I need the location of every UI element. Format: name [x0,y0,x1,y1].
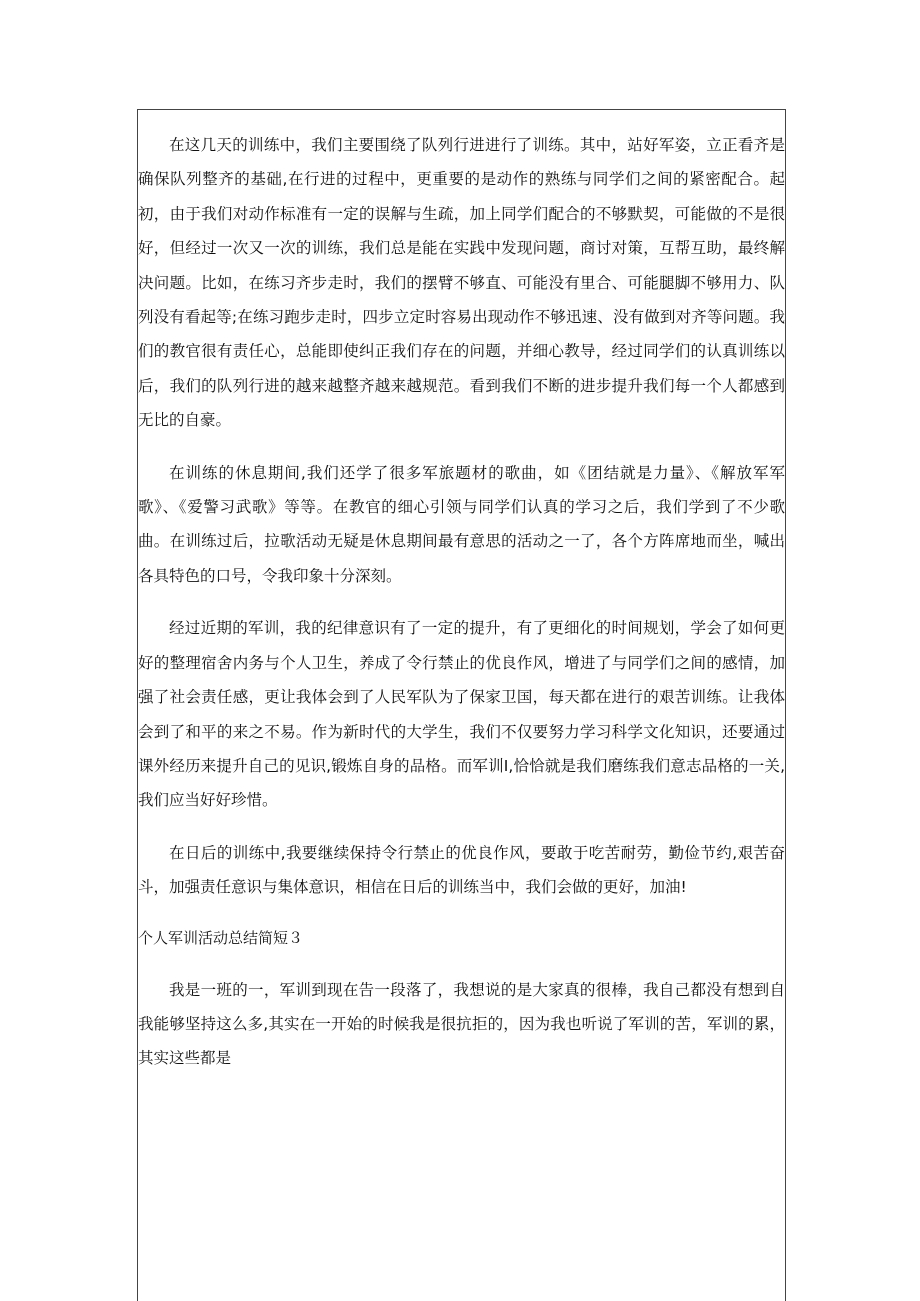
paragraph-training-formation: 在这几天的训练中，我们主要围绕了队列行进进行了训练。其中，站好军姿，立正看齐是确保队列整齐的基础,在行进的过程中，更重要的是动作的熟练与同学们之间的紧密配合。起初，由于我们对动作标准有一定的误解与生疏，加上同学们配合的不够默契，可能做的不是很好，但经过一次又一次的训练，我们总是能在实践中发现问题，商讨对策，互帮互助，最终解决问题。比如，在练习齐步走时，我们的摆臂不够直、可能没有里合、可能腿脚不够用力、队列没有看起等;在练习跑步走时，四步立定时容易出现动作不够迅速、没有做到对齐等问题。我们的教官很有责任心，总能即使纠正我们存在的问题，并细心教导，经过同学们的认真训练以后，我们的队列行进的越来越整齐越来越规范。看到我们不断的进步提升我们每一个人都感到无比的自豪。 [138,136,785,430]
document-body [138,128,785,1076]
paragraph-section-start: 我是一班的一，军训到现在告一段落了，我想说的是大家真的很棒，我自己都没有想到自我能够坚持这么多,其实在一开始的时候我是很抗拒的，因为我也听说了军训的苦，军训的累，其实这些都是 [138,980,785,1068]
document-frame [137,109,786,1301]
section-heading: 个人军训活动总结简短３ [138,928,304,947]
paragraph-future-training: 在日后的训练中,我要继续保持令行禁止的优良作风，要敢于吃苦耐劳，勤俭节约,艰苦奋斗，加强责任意识与集体意识，相信在日后的训练当中，我们会做的更好，加油! [138,843,785,897]
paragraph-discipline-growth: 经过近期的军训，我的纪律意识有了一定的提升，有了更细化的时间规划，学会了如何更好的整理宿舍内务与个人卫生，养成了令行禁止的优良作风，增进了与同学们之间的感情，加强了社会责任感，更让我体会到了人民军队为了保家卫国，每天都在进行的艰苦训练。让我体会到了和平的来之不易。作为新时代的大学生，我们不仅要努力学习科学文化知识，还要通过课外经历来提升自己的见识,锻炼自身的品格。而军训I,恰恰就是我们磨练我们意志品格的一关,我们应当好好珍惜。 [138,619,785,810]
paragraph-military-songs: 在训练的休息期间,我们还学了很多军旅题材的歌曲，如《团结就是力量》、《解放军军歌》、《爱警习武歌》等等。在教官的细心引领与同学们认真的学习之后，我们学到了不少歌曲。在训练过后，拉歌活动无疑是休息期间最有意思的活动之一了，各个方阵席地而坐，喊出各具特色的口号，令我印象十分深刻。 [138,463,785,585]
